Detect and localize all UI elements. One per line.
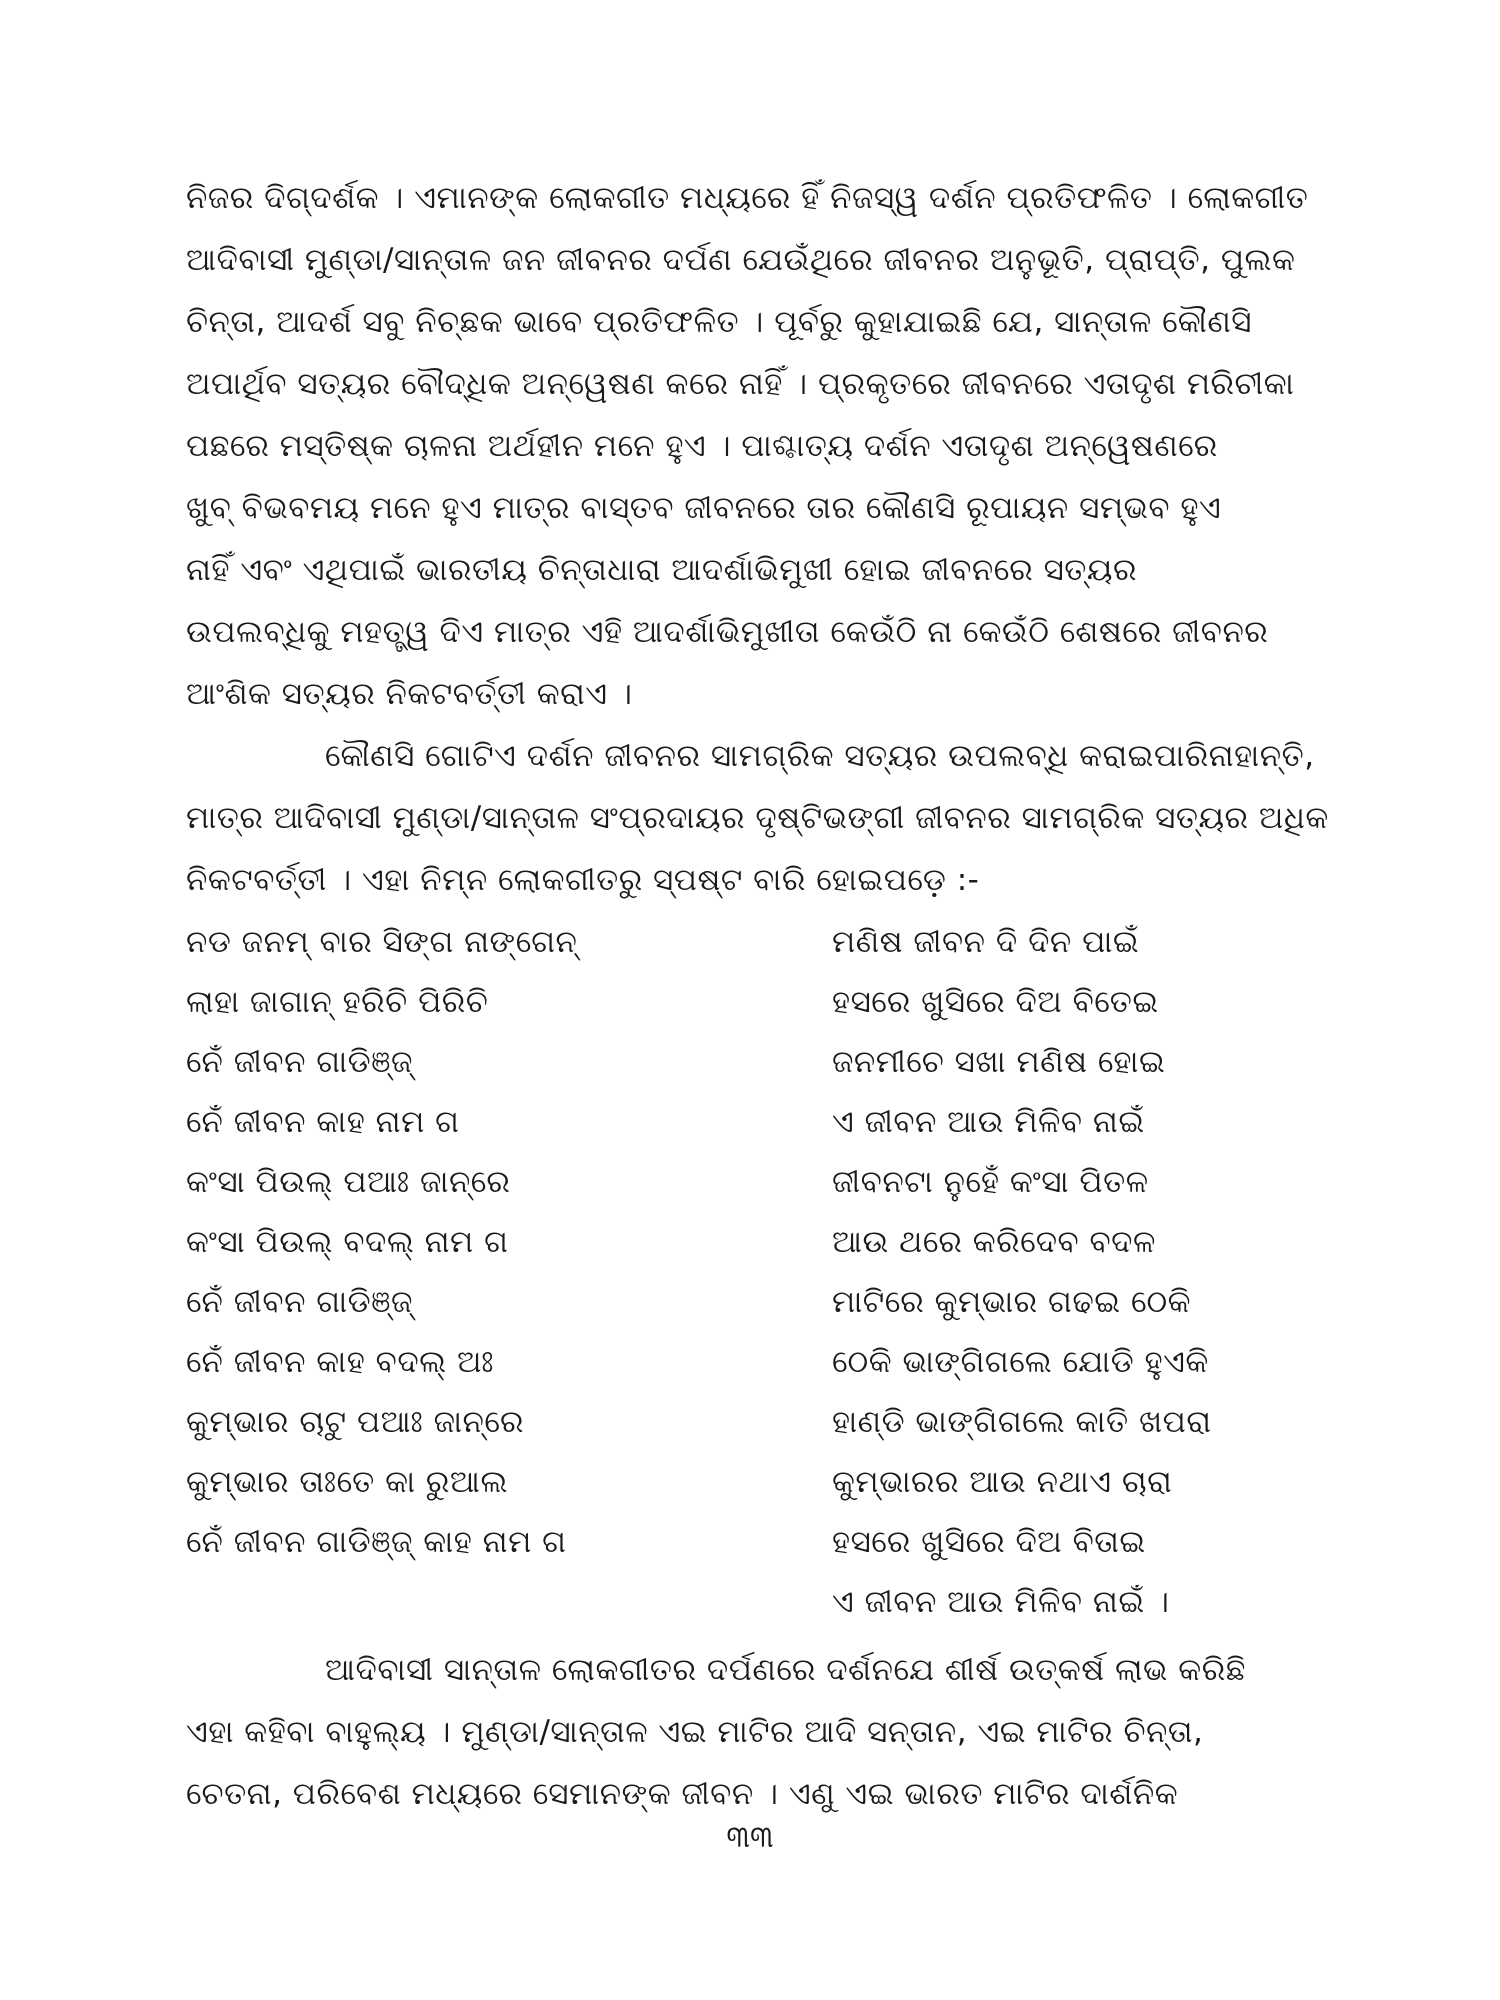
paragraph-1-line-7: ନାହିଁ ଏବଂ ଏଥିପାଇଁ ଭାରତୀୟ ଚିନ୍ତାଧାରା ଆଦର୍ଶାଭିମୁଖୀ ହୋଇ ଜୀବନରେ ସତ୍ୟର (186, 552, 1137, 588)
verse-santali-line-9: କୁମ୍ଭାର ଚାଟୁ ପଆଃ ଜାନ୍‌ରେ (186, 1404, 524, 1440)
verse-odia-line-7: ମାଟିରେ କୁମ୍ଭାର ଗଢଇ ଠେକି (832, 1284, 1192, 1320)
verse-odia-line-4: ଏ ଜୀବନ ଆଉ ମିଳିବ ନାଇଁ (832, 1104, 1145, 1140)
paragraph-2-line-2: ମାତ୍ର ଆଦିବାସୀ ମୁଣ୍ଡା/ସାନ୍ତାଳ ସଂପ୍ରଦାୟର ଦୃଷ୍ଟିଭଙ୍ଗୀ ଜୀବନର ସାମଗ୍ରିକ ସତ୍ୟର ଅଧିକ (186, 800, 1329, 836)
verse-santali-line-2: ଲାହା ଜାଗାନ୍ ହରିଚି ପିରିଚି (186, 984, 489, 1020)
paragraph-2-line-1: କୌଣସି ଗୋଟିଏ ଦର୍ଶନ ଜୀବନର ସାମଗ୍ରିକ ସତ୍ୟର ଉପଲବ୍ଧି କରାଇପାରିନାହାନ୍ତି, (325, 738, 1315, 774)
paragraph-3-line-3: ଚେତନା, ପରିବେଶ ମଧ୍ୟରେ ସେମାନଙ୍କ ଜୀବନ । ଏଣୁ ଏଇ ଭାରତ ମାଟିର ଦାର୍ଶନିକ (186, 1776, 1179, 1812)
verse-odia-line-6: ଆଉ ଥରେ କରିଦେବ ବଦଳ (832, 1224, 1156, 1260)
verse-odia-line-2: ହସରେ ଖୁସିରେ ଦିଅ ବିତେଇ (832, 984, 1159, 1020)
verse-odia-line-10: କୁମ୍ଭାରର ଆଉ ନଥାଏ ଚାରା (832, 1464, 1173, 1500)
verse-odia-line-9: ହାଣ୍ଡି ଭାଙ୍ଗିଗଲେ କାତି ଖପରା (832, 1404, 1212, 1440)
paragraph-1-line-9: ଆଂଶିକ ସତ୍ୟର ନିକଟବର୍ତ୍ତୀ କରାଏ । (186, 676, 633, 712)
paragraph-1-line-4: ଅପାର୍ଥିବ ସତ୍ୟର ବୌଦ୍ଧିକ ଅନ୍ୱେଷଣ କରେ ନାହିଁ । ପ୍ରକୃତରେ ଜୀବନରେ ଏତାଦୃଶ ମରିଚୀକା (186, 366, 1295, 402)
verse-santali-line-4: ନେଁ ଜୀବନ କାହ ନାମ ଗ (186, 1104, 460, 1140)
verse-santali-line-6: କଂସା ପିଉଲ୍ ବଦଲ୍ ନାମ ଗ (186, 1224, 509, 1260)
paragraph-1-line-6: ଖୁବ୍ ବିଭବମୟ ମନେ ହୁଏ ମାତ୍ର ବାସ୍ତବ ଜୀବନରେ ତାର କୌଣସି ରୂପାୟନ ସମ୍ଭବ ହୁଏ (186, 490, 1222, 526)
paragraph-3-line-1: ଆଦିବାସୀ ସାନ୍ତାଳ ଲୋକଗୀତର ଦର୍ପଣରେ ଦର୍ଶନଯେ ଶୀର୍ଷ ଉତ୍କର୍ଷ ଲାଭ କରିଛି (325, 1652, 1246, 1688)
verse-santali-line-7: ନେଁ ଜୀବନ ଗାଡିଞ୍ଜ୍ (186, 1284, 413, 1320)
verse-odia-line-8: ଠେକି ଭାଙ୍ଗିଗଲେ ଯୋଡି ହୁଏକି (832, 1344, 1209, 1380)
verse-odia-line-11: ହସରେ ଖୁସିରେ ଦିଅ ବିତାଇ (832, 1524, 1146, 1560)
verse-santali-line-8: ନେଁ ଜୀବନ କାହ ବଦଲ୍ ଅଃ (186, 1344, 494, 1380)
paragraph-1-line-3: ଚିନ୍ତା, ଆଦର୍ଶ ସବୁ ନିଚ୍ଛକ ଭାବେ ପ୍ରତିଫଳିତ । ପୂର୍ବରୁ କୁହାଯାଇଛି ଯେ, ସାନ୍ତାଳ କୌଣସି (186, 304, 1252, 340)
page-number: ୩୩ (726, 1820, 774, 1855)
verse-odia-line-3: ଜନମୀଚେ ସଖା ମଣିଷ ହୋଇ (832, 1044, 1166, 1080)
verse-santali-line-1: ନଡ ଜନମ୍ ବାର ସିଙ୍ଗ ନାଙ୍ଗେନ୍ (186, 924, 578, 960)
verse-santali-line-5: କଂସା ପିଉଲ୍ ପଆଃ ଜାନ୍‌ରେ (186, 1164, 511, 1200)
verse-santali-line-11: ନେଁ ଜୀବନ ଗାଡିଞ୍ଜ୍ କାହ ନାମ ଗ (186, 1524, 567, 1560)
paragraph-1-line-2: ଆଦିବାସୀ ମୁଣ୍ଡା/ସାନ୍ତାଳ ଜନ ଜୀବନର ଦର୍ପଣ ଯେଉଁଥିରେ ଜୀବନର ଅନୁଭୂତି, ପ୍ରାପ୍ତି, ପୁଲକ (186, 242, 1296, 278)
verse-odia-line-12: ଏ ଜୀବନ ଆଉ ମିଳିବ ନାଇଁ । (832, 1584, 1170, 1620)
paragraph-1-line-5: ପଛରେ ମସ୍ତିଷ୍କ ଚାଳନା ଅର୍ଥହୀନ ମନେ ହୁଏ । ପାଶ୍ଚାତ୍ୟ ଦର୍ଶନ ଏତାଦୃଶ ଅନ୍ୱେଷଣରେ (186, 428, 1218, 464)
verse-santali-line-10: କୁମ୍ଭାର ତାଃତେ କା ରୁଆଲ (186, 1464, 508, 1500)
paragraph-1-line-1: ନିଜର ଦିଗ୍‌ଦର୍ଶକ । ଏମାନଙ୍କ ଲୋକଗୀତ ମଧ୍ୟରେ ହିଁ ନିଜସ୍ୱ ଦର୍ଶନ ପ୍ରତିଫଳିତ । ଲୋକଗୀତ (186, 180, 1309, 216)
verse-odia-line-1: ମଣିଷ ଜୀବନ ଦି ଦିନ ପାଇଁ (832, 924, 1140, 960)
paragraph-3-line-2: ଏହା କହିବା ବାହୁଲ୍ୟ । ମୁଣ୍ଡା/ସାନ୍ତାଳ ଏଇ ମାଟିର ଆଦି ସନ୍ତାନ, ଏଇ ମାଟିର ଚିନ୍ତା, (186, 1714, 1204, 1750)
verse-odia-line-5: ଜୀବନଟା ନୁହେଁ କଂସା ପିତଳ (832, 1164, 1149, 1200)
verse-santali-line-3: ନେଁ ଜୀବନ ଗାଡିଞ୍ଜ୍ (186, 1044, 413, 1080)
paragraph-1-line-8: ଉପଲବ୍ଧିକୁ ମହତ୍ତ୍ୱ ଦିଏ ମାତ୍ର ଏହି ଆଦର୍ଶାଭିମୁଖୀତା କେଉଁଠି ନା କେଉଁଠି ଶେଷରେ ଜୀବନର (186, 614, 1269, 650)
paragraph-2-line-3: ନିକଟବର୍ତ୍ତୀ । ଏହା ନିମ୍ନ ଲୋକଗୀତରୁ ସ୍ପଷ୍ଟ ବାରି ହୋଇପଡ଼େ :- (186, 862, 980, 898)
